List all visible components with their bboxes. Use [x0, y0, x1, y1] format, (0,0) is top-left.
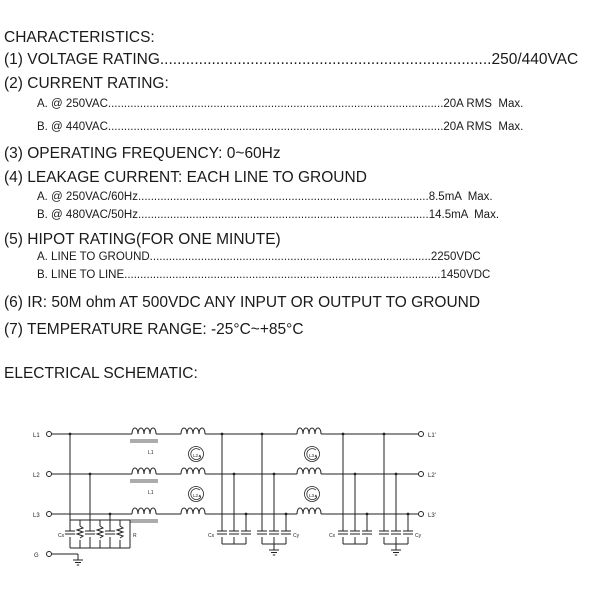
input-x-capacitors — [70, 434, 130, 560]
cap-label-cy-output: Cy — [415, 533, 422, 539]
schematic-heading: ELECTRICAL SCHEMATIC: — [4, 365, 198, 382]
terminal-l2-in: L2 — [33, 473, 40, 479]
inductor-l2 — [181, 428, 205, 514]
output-terminals — [419, 432, 436, 520]
current-rating-heading: (2) CURRENT RATING: — [4, 75, 169, 92]
operating-frequency: (3) OPERATING FREQUENCY: 0~60Hz — [4, 145, 281, 162]
inductor-label-l1: L1 — [148, 450, 154, 456]
terminal-l1-out: L1' — [428, 433, 436, 439]
output-cap-bank — [343, 434, 408, 550]
inductor-label-l2-b: L2 — [193, 493, 199, 498]
hipot-rating-b: B. LINE TO LINE...................................................................................................1450VDC — [37, 269, 491, 281]
inductor-l3 — [297, 428, 321, 514]
cap-label-cx-output: Cx — [329, 533, 336, 539]
inductor-l1 — [130, 428, 158, 522]
input-terminals — [33, 432, 52, 560]
terminal-l2-out: L2' — [428, 473, 436, 479]
leakage-current-a: A. @ 250VAC/60Hz...........................................................................................8.5mA Max. — [37, 191, 493, 203]
current-rating-b: B. @ 440VAC.........................................................................................................20A RMS Max. — [37, 121, 524, 133]
terminal-l3-in: L3 — [33, 513, 40, 519]
hipot-rating-a: A. LINE TO GROUND........................................................................................2250VDC — [37, 251, 481, 263]
middle-cap-plates — [217, 531, 291, 555]
line-wires — [52, 434, 419, 554]
resistor-label: R — [133, 533, 137, 539]
middle-cap-bank — [222, 434, 286, 550]
hipot-rating-heading: (5) HIPOT RATING(FOR ONE MINUTE) — [4, 231, 281, 248]
terminal-g-in: G — [34, 553, 39, 559]
leakage-current-b: B. @ 480VAC/50Hz...........................................................................................14.5mA Max. — [37, 209, 500, 221]
cap-label-cx-middle: Cx — [208, 533, 215, 539]
terminal-l3-out: L3' — [428, 513, 436, 519]
current-rating-a: A. @ 250VAC.........................................................................................................20A RMS Max. — [37, 98, 524, 110]
inductor-label-l1-b: L1 — [148, 490, 154, 496]
voltage-rating: (1) VOLTAGE RATING.............................................................................250/440VAC — [4, 51, 579, 68]
leakage-current-heading: (4) LEAKAGE CURRENT: EACH LINE TO GROUND — [4, 169, 367, 186]
inductor-label-l3-b: L3 — [309, 493, 315, 498]
characteristics-heading: CHARACTERISTICS: — [4, 29, 155, 46]
cap-label-cx-input: Cx — [58, 533, 65, 539]
terminal-l1-in: L1 — [33, 433, 40, 439]
inductor-label-l2: L2 — [193, 453, 199, 458]
temperature-range: (7) TEMPERATURE RANGE: -25°C~+85°C — [4, 321, 304, 338]
insulation-resistance: (6) IR: 50M ohm AT 500VDC ANY INPUT OR OUTPUT TO GROUND — [4, 294, 481, 311]
output-cap-plates — [338, 531, 413, 555]
inductor-label-l3: L3 — [309, 453, 315, 458]
cap-label-cy-middle: Cy — [293, 533, 300, 539]
